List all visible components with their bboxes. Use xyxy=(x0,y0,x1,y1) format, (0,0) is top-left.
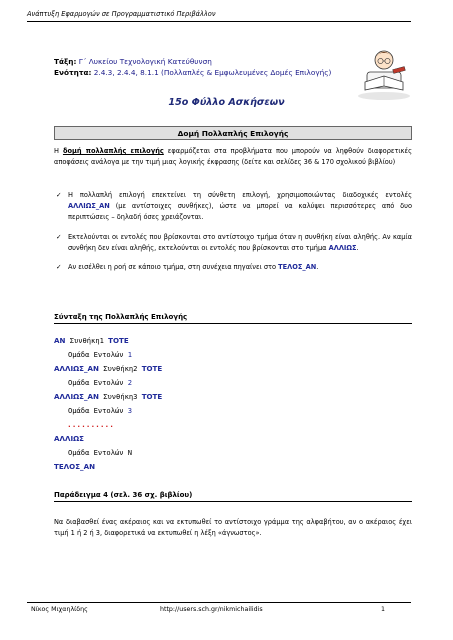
bullet-list xyxy=(56,190,412,281)
bullet3-post: . xyxy=(316,263,319,272)
bullet1-post: (με αντίστοιχες συνθήκες), ώστε να μπορεί να καλύψει περισσότερες από δυο περιπτώσεις – δηλαδή όσες χρειάζονται. xyxy=(68,202,412,222)
units-label: Ενότητα: xyxy=(54,68,92,77)
cond1: Συνθήκη1 xyxy=(65,336,109,345)
bullet2-pre: Εκτελούνται οι εντολές που βρίσκονται στο αντίστοιχο τμήμα όταν η συνθήκη είναι αληθής. Αν καμία συνθήκη δεν είναι αληθής, εκτελούνται οι εντολές που βρίσκονται στο τμήμα xyxy=(68,232,412,252)
checkmark-icon: ✓ xyxy=(56,191,62,199)
intro-post: εφαρμόζεται στα προβλήματα που μπορούν να ληφθούν διαφορετικές αποφάσεις ανάλογα με την τιμή μιας λογικής έκφρασης (δείτε και σελίδες 36 & 170 σχολικού βιβλίου) xyxy=(54,147,412,167)
list-item xyxy=(56,262,412,273)
cond2: Συνθήκη2 xyxy=(98,364,142,373)
ellipsis-dots: .......... xyxy=(68,420,115,429)
group-text: Ομάδα Εντολών xyxy=(68,448,128,457)
syntax-code-block xyxy=(54,334,162,474)
group-text: Ομάδα Εντολών xyxy=(68,406,128,415)
kw-telos-an: ΤΕΛΟΣ_ΑΝ xyxy=(54,462,96,471)
kw-tote: ΤΟΤΕ xyxy=(141,392,163,401)
code-line xyxy=(54,404,162,418)
kw-tote: ΤΟΤΕ xyxy=(108,336,129,345)
section-heading: Δομή Πολλαπλής Επιλογής xyxy=(54,126,412,140)
syntax-heading: Σύνταξη της Πολλαπλής Επιλογής xyxy=(54,313,412,324)
class-line xyxy=(54,56,331,67)
bullet1-pre: Η πολλαπλή επιλογή επεκτείνει τη σύνθετη επιλογή, χρησιμοποιώντας διαδοχικές εντολές xyxy=(68,191,412,199)
page-footer xyxy=(27,602,411,613)
example-heading: Παράδειγμα 4 (σελ. 36 σχ. βιβλίου) xyxy=(54,491,412,502)
bullet2-post: . xyxy=(356,243,359,252)
bullet1-keyword: ΑΛΛΙΩΣ_ΑΝ xyxy=(68,202,110,211)
code-line xyxy=(54,376,162,390)
units-value: 2.4.3, 2.4.4, 8.1.1 (Πολλαπλές & Εμφωλευμένες Δομές Επιλογής) xyxy=(93,68,332,77)
code-line xyxy=(54,362,162,376)
group-text: Ομάδα Εντολών xyxy=(68,378,128,387)
worksheet-title: 15ο Φύλλο Ασκήσεων xyxy=(168,97,285,108)
group-number: Ν xyxy=(127,448,133,457)
group-number: 3 xyxy=(127,406,133,415)
kw-alliws-an: ΑΛΛΙΩΣ_ΑΝ xyxy=(54,364,99,373)
kw-tote: ΤΟΤΕ xyxy=(141,364,163,373)
kw-alliws: ΑΛΛΙΩΣ xyxy=(54,434,84,443)
intro-paragraph xyxy=(54,146,412,168)
code-line xyxy=(54,432,162,446)
example-paragraph: Να διαβασθεί ένας ακέραιος και να εκτυπωθεί το αντίστοιχο γράμμα της αλφαβήτου, αν ο ακέραιος έχει τιμή 1 ή 2 ή 3, διαφορετικά να εκτυπωθεί η λέξη «άγνωστος». xyxy=(54,518,412,538)
code-line xyxy=(54,348,162,362)
list-item xyxy=(56,190,412,224)
group-text: Ομάδα Εντολών xyxy=(68,350,128,359)
intro-pre: Η xyxy=(54,147,63,155)
code-line xyxy=(54,418,162,432)
class-label: Τάξη: xyxy=(54,57,77,66)
footer-author: Νίκος Μιχαηλίδης xyxy=(31,606,88,613)
code-line xyxy=(54,460,162,474)
page-number: 1 xyxy=(380,606,385,613)
kw-an: ΑΝ xyxy=(54,336,66,345)
bullet3-keyword: ΤΕΛΟΣ_ΑΝ xyxy=(278,263,317,272)
bullet2-keyword: ΑΛΛΙΩΣ xyxy=(328,243,357,252)
checkmark-icon: ✓ xyxy=(56,263,62,272)
footer-url: http://users.sch.gr/nikmichailidis xyxy=(160,606,263,613)
kw-alliws-an: ΑΛΛΙΩΣ_ΑΝ xyxy=(54,392,99,401)
intro-term: δομή πολλαπλής επιλογής xyxy=(62,147,164,155)
group-number: 2 xyxy=(127,378,133,387)
group-number: 1 xyxy=(127,350,133,359)
code-line xyxy=(54,334,162,348)
code-line xyxy=(54,446,162,460)
bullet3-pre: Αν εισέλθει η ροή σε κάποιο τμήμα, στη συνέχεια πηγαίνει στο xyxy=(68,263,279,272)
class-value: Γ΄ Λυκείου Τεχνολογική Κατεύθυνση xyxy=(78,57,212,66)
checkmark-icon: ✓ xyxy=(56,232,62,241)
student-reading-illustration xyxy=(353,42,415,102)
cond3: Συνθήκη3 xyxy=(98,392,142,401)
list-item xyxy=(56,232,412,254)
worksheet-meta xyxy=(54,56,331,78)
code-line xyxy=(54,390,162,404)
units-line xyxy=(54,67,331,78)
running-header: Ανάπτυξη Εφαρμογών σε Προγραμματιστικό Περιβάλλον xyxy=(27,10,411,22)
